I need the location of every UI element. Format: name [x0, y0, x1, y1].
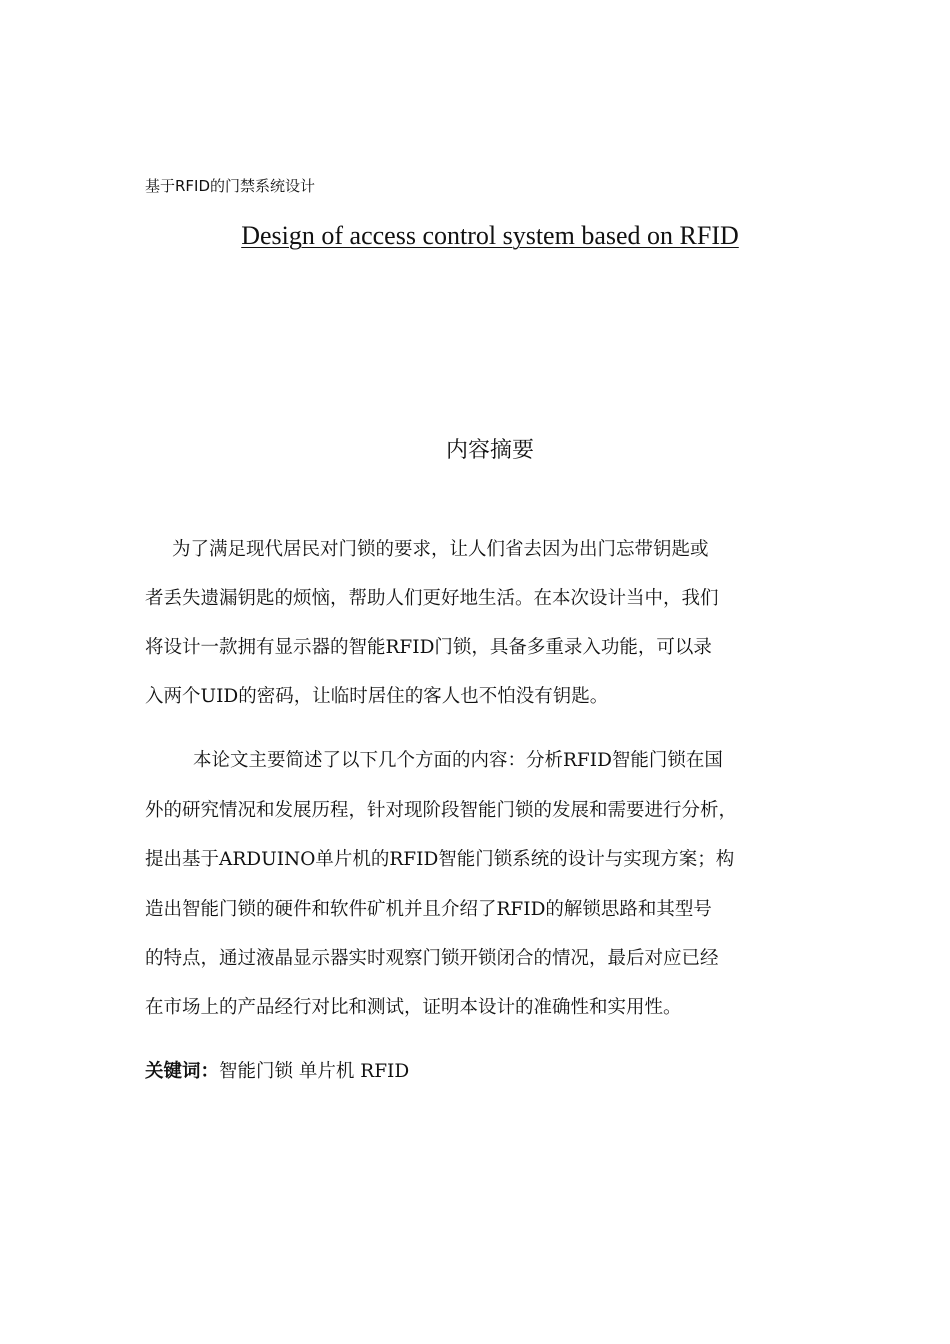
paragraph1-line: 入两个UID的密码，让临时居住的客人也不怕没有钥匙。	[145, 686, 609, 707]
paragraph2-line: 造出智能门锁的硬件和软件矿机并且介绍了RFID的解锁思路和其型号	[145, 899, 712, 920]
keywords-value: 智能门锁 单片机 RFID	[219, 1061, 410, 1082]
paragraph2-line: 在市场上的产品经行对比和测试，证明本设计的准确性和实用性。	[145, 997, 682, 1018]
paragraph2-line: 提出基于ARDUINO单片机的RFID智能门锁系统的设计与实现方案；构	[145, 849, 735, 870]
paragraph1-line: 者丢失遗漏钥匙的烦恼，帮助人们更好地生活。在本次设计当中，我们	[145, 588, 719, 609]
abstract-heading: 内容摘要	[445, 438, 534, 463]
paragraph2-line: 外的研究情况和发展历程，针对现阶段智能门锁的发展和需要进行分析，	[145, 800, 738, 821]
paragraph1-line: 为了满足现代居民对门锁的要求，让人们省去因为出门忘带钥匙或	[172, 539, 709, 560]
paragraph1-line: 将设计一款拥有显示器的智能RFID门锁，具备多重录入功能，可以录	[145, 637, 712, 658]
chinese-title: 基于RFID的门禁系统设计	[145, 177, 316, 195]
paragraph2-line: 的特点，通过液晶显示器实时观察门锁开锁闭合的情况，最后对应已经	[145, 948, 719, 969]
paragraph2-line: 本论文主要简述了以下几个方面的内容：分析RFID智能门锁在国	[193, 750, 723, 771]
english-title: Design of access control system based on RFID	[241, 221, 739, 250]
keywords-label: 关键词：	[145, 1061, 220, 1082]
keywords-line	[145, 1058, 409, 1086]
